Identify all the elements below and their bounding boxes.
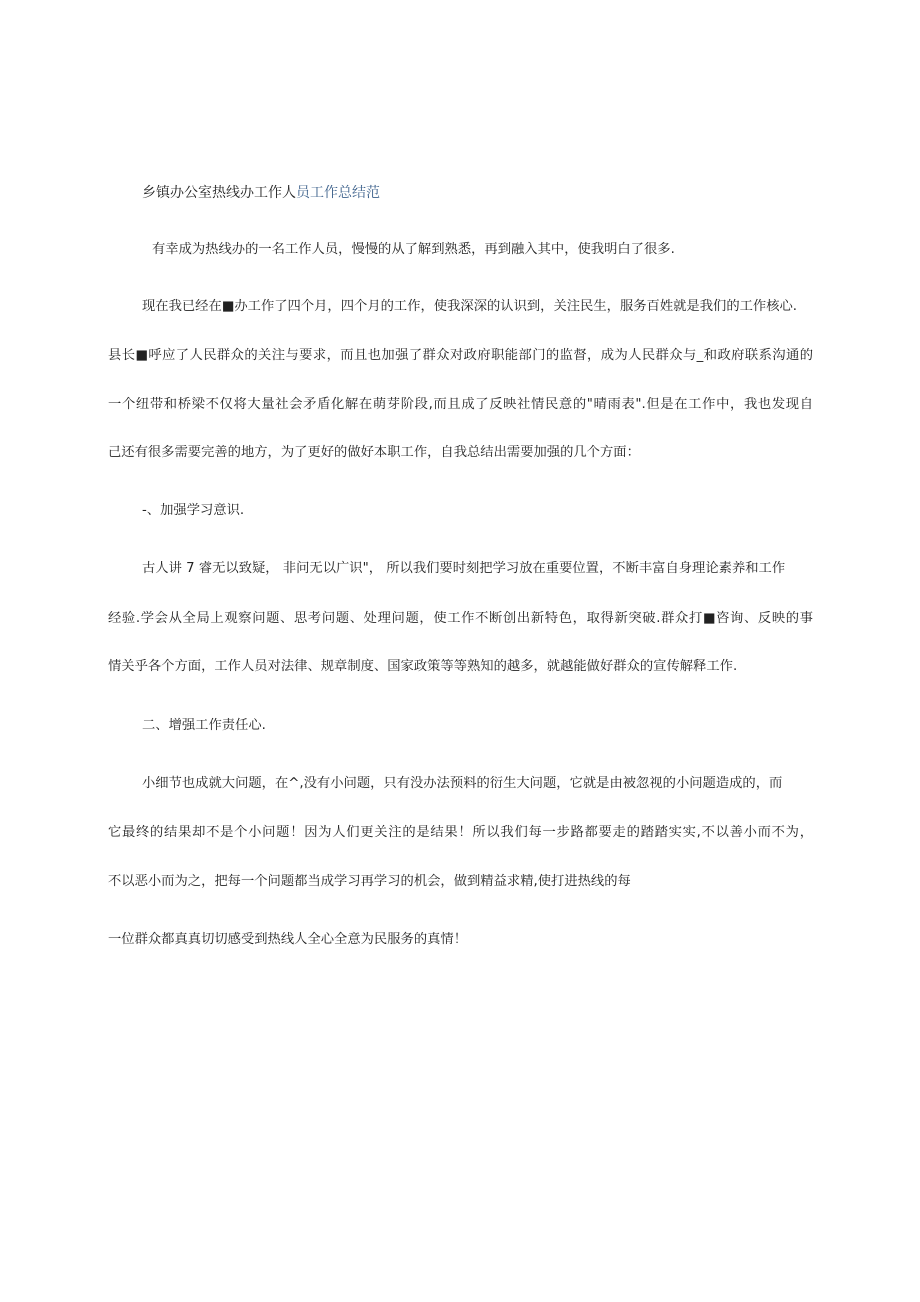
paragraph2-line3: 情关乎各个方面，工作人员对法律、规章制度、国家政策等等熟知的越多，就越能做好群众的宣传解释工作. <box>108 659 738 674</box>
paragraph3-line1: 小细节也成就大问题，在^,没有小问题，只有没办法预料的衍生大问题，它就是由被忽视的小问题造成的，而 <box>142 776 783 791</box>
paragraph1-line3: 一个纽带和桥梁不仅将大量社会矛盾化解在萌芽阶段,而且成了反映社情民意的"晴雨表".但是在工作中，我也发现自 <box>108 397 813 412</box>
intro-paragraph: 有幸成为热线办的一名工作人员，慢慢的从了解到熟悉，再到融入其中，使我明白了很多. <box>152 242 675 257</box>
title-accent: 员工作总结范 <box>296 185 380 201</box>
closing-line: 一位群众都真真切切感受到热线人全心全意为民服务的真情！ <box>108 932 468 947</box>
paragraph2-line2: 经验.学会从全局上观察问题、思考问题、处理问题，使工作不断创出新特色，取得新突破.群众打■咨询、反映的事 <box>108 611 813 626</box>
paragraph1-line2: 县长■呼应了人民群众的关注与要求，而且也加强了群众对政府职能部门的监督，成为人民群众与_和政府联系沟通的 <box>108 348 813 363</box>
section-heading-1: -、加强学习意识. <box>142 503 245 518</box>
document-title <box>142 183 380 203</box>
paragraph2-line1: 古人讲 7 睿无以致疑， 非问无以广识"， 所以我们要时刻把学习放在重要位置，不断丰富自身理论素养和工作 <box>142 561 786 576</box>
paragraph3-line2: 它最终的结果却不是个小问题！因为人们更关注的是结果！所以我们每一步路都要走的踏踏实实,不以善小而不为， <box>108 825 813 840</box>
paragraph3-line3: 不以恶小而为之，把每一个问题都当成学习再学习的机会，做到精益求精,使打进热线的每 <box>108 874 631 889</box>
paragraph1-line1: 现在我已经在■办工作了四个月，四个月的工作，使我深深的认识到，关注民生，服务百姓就是我们的工作核心. <box>142 299 798 314</box>
section-heading-2: 二、增强工作责任心. <box>142 718 266 733</box>
title-main: 乡镇办公室热线办工作人 <box>142 185 296 201</box>
paragraph1-line4: 己还有很多需要完善的地方，为了更好的做好本职工作，自我总结出需要加强的几个方面： <box>108 445 640 460</box>
